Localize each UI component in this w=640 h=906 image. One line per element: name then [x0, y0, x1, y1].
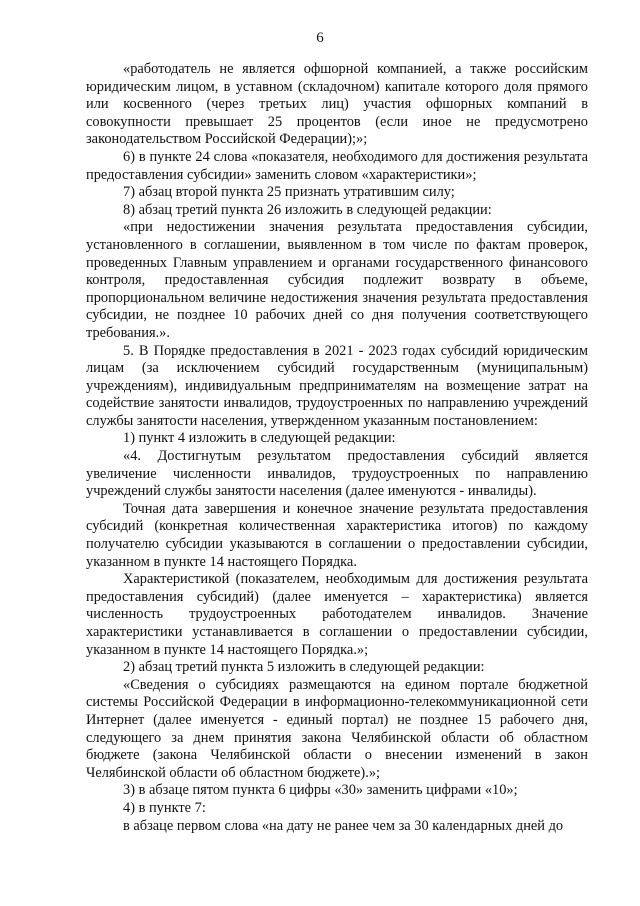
paragraph-subitem-2: 2) абзац третий пункта 5 изложить в следующей редакции: — [123, 659, 485, 676]
paragraph-point-4-text: «4. Достигнутым результатом предоставления субсидий является увеличение численности инвалидов, трудоустроенных по направлению учреждений службы занятости населения (далее именуются - инвалиды). — [86, 448, 588, 500]
document-body — [86, 61, 588, 835]
paragraph-section-5: 5. В Порядке предоставления в 2021 - 2023 годах субсидий юридическим лицам (за исключением субсидий государственным (муниципальным) учреждениям), индивидуальным предпринимателям на возмещение затрат на содействие занятости инвалидов, трудоустроенных по направлению учреждений службы занятости населения, утвержденном указанным постановлением: — [86, 342, 588, 429]
paragraph-first-paragraph: в абзаце первом слова «на дату не ранее чем за 30 календарных дней до — [123, 817, 564, 834]
paragraph-characteristic: Характеристикой (показателем, необходимым для достижения результата предоставления субсидий) (далее именуется – характеристика) является численность трудоустроенных работодателем инвалидов. Значение характеристики устанавливается в соглашении о предоставлении субсидии, указанном в пункте 14 настоящего Порядка.»; — [86, 571, 588, 658]
paragraph-subitem-3: 3) в абзаце пятом пункта 6 цифры «30» заменить цифрами «10»; — [123, 782, 518, 799]
paragraph-exact-date: Точная дата завершения и конечное значение результата предоставления субсидий (конкретная количественная характеристика итогов) по каждому получателю субсидии указываются в соглашении о предоставлении субсидии, указанном в пункте 14 настоящего Порядка. — [86, 500, 588, 570]
paragraph-item-7: 7) абзац второй пункта 25 признать утратившим силу; — [123, 184, 455, 201]
paragraph-subitem-1: 1) пункт 4 изложить в следующей редакции: — [123, 430, 396, 447]
paragraph-subsidy-info: «Сведения о субсидиях размещаются на едином портале бюджетной системы Российской Федерации в информационно-телекоммуникационной сети Интернет (далее именуется - единый портал) не позднее 15 рабочего дня, следующего за днем принятия закона Челябинской области об областном бюджете (закона Челябинской области о внесении изменений в закон Челябинской области об областном бюджете).»; — [86, 676, 588, 781]
paragraph-item-6: 6) в пункте 24 слова «показателя, необходимого для достижения результата предоставления субсидии» заменить словом «характеристики»; — [86, 148, 588, 183]
paragraph-item-8: 8) абзац третий пункта 26 изложить в следующей редакции: — [123, 201, 492, 218]
paragraph-offshore-company: «работодатель не является офшорной компанией, а также российским юридическим лицом, в уставном (складочном) капитале которого доля прямого или косвенного (через третьих лиц) участия офшорных компаний в совокупности превышает 25 процентов (если иное не предусмотрено законодательством Российской Федерации);»; — [86, 61, 588, 148]
page-number: 6 — [316, 30, 324, 46]
paragraph-subitem-4: 4) в пункте 7: — [123, 799, 206, 816]
paragraph-item-8-text: «при недостижении значения результата предоставления субсидии, установленного в соглашении, выявленном в том числе по фактам проверок, проведенных Главным управлением и органами государственного финансового контроля, предоставленная субсидия подлежит возврату в объеме, пропорциональном величине недостижения значения результата предоставления субсидии, не позднее 10 рабочих дней со дня получения соответствующего требования.». — [86, 219, 588, 341]
